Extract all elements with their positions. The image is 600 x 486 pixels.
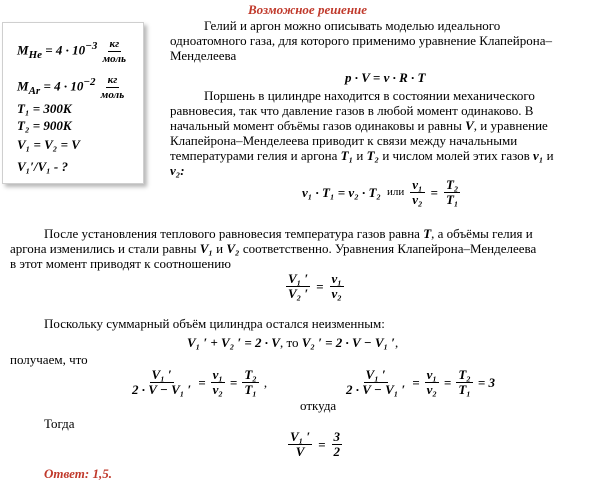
given-molar-mass-argon: $M_{Ar} = 4 \cdot 10^{-2}$ $\frac{кг}{\text{моль}}$	[17, 74, 125, 101]
given-t2: T₂ = 900K	[17, 118, 72, 133]
given-molar-mass-helium: $M_{He} = 4 \cdot 10^{-3}$ $\frac{кг}{\text{моль}}$	[17, 38, 127, 65]
solution-title: Возможное решение	[248, 2, 368, 17]
para3-line2: аргона изменились и стали равны V₁ и V₂ соответственно. Уравнения Клапейрона–Менделеева	[10, 241, 537, 256]
equation-result: $\frac{\text{V₁ ′}}{\text{2 · V − V₁ ′}}$ = $\frac{\text{ν₁}}{\text{ν₂}}$ = $\frac{\text{T₂}}{\text{T₁}}$ = 3	[346, 367, 495, 397]
para4: Поскольку суммарный объём цилиндра остался неизменным:	[44, 316, 385, 331]
given-volumes: V₁ = V₂ = V	[17, 137, 80, 152]
unit-kg-per-mol: $\frac{кг}{\text{моль}}$	[102, 38, 127, 65]
given-question: V₁′/V₁ - ?	[17, 159, 69, 174]
equation-volume-ratio: $\frac{\text{V₁ ′}}{\text{V₂ ′}}$ = $\frac{\text{ν₁}}{\text{ν₂}}$	[288, 271, 342, 301]
para1-line1: Гелий и аргон можно описывать моделью идеального	[204, 18, 501, 33]
para2-line4: Клапейрона–Менделеева приводит к связи между начальными	[170, 133, 518, 148]
para1-line2: одноатомного газа, для которого применимо уравнение Клапейрона–	[170, 33, 552, 48]
para5: получаем, что	[10, 352, 88, 367]
para2-line2: равновесия, так что давление газов в любой момент одинаково. В	[170, 103, 534, 118]
given-t1: T₁ = 300K	[17, 101, 72, 116]
given-panel	[2, 22, 144, 184]
equation-final-ratio: $\frac{\text{V₁ ′}}{V}$ = $\frac{3}{2}$	[290, 429, 341, 459]
togda-label: Тогда	[44, 416, 75, 431]
para3-line1: После установления теплового равновесия температура газов равна T, а объёмы гелия и	[44, 226, 533, 241]
unit-kg-per-mol: $\frac{кг}{\text{моль}}$	[100, 74, 125, 101]
equation-moles-temperatures: ν₁ · T₁ = ν₂ · T₂ или $\frac{\text{ν₁}}{\text{ν₂}}$ = $\frac{\text{T₂}}{\text{T₁}}$	[302, 177, 459, 207]
para2-line1: Поршень в цилиндре находится в состоянии механического	[204, 88, 535, 103]
para2-line6: ν₂:	[170, 163, 185, 178]
otkuda-label: откуда	[300, 398, 337, 413]
equation-substituted: $\frac{\text{V₁ ′}}{\text{2 · V − V₁ ′}}$ = $\frac{\text{ν₁}}{\text{ν₂}}$ = $\frac{\text{T₂}}{\text{T₁}}$ ,	[132, 367, 268, 397]
ideal-gas-equation: p · V = ν · R · T	[345, 70, 426, 85]
para3-line3: в этот момент приводят к соотношению	[10, 256, 231, 271]
para2-line5: температурами гелия и аргона T₁ и T₂ и числом молей этих газов ν₁ и	[170, 148, 554, 163]
equation-total-volume: V₁ ′ + V₂ ′ = 2 · V, то V₂ ′ = 2 · V − V₁ ′,	[187, 335, 399, 350]
para2-line3: начальный момент объёмы газов одинаковы и равны V, и уравнение	[170, 118, 548, 133]
answer: Ответ: 1,5.	[44, 466, 112, 481]
para1-line3: Менделеева	[170, 48, 237, 63]
